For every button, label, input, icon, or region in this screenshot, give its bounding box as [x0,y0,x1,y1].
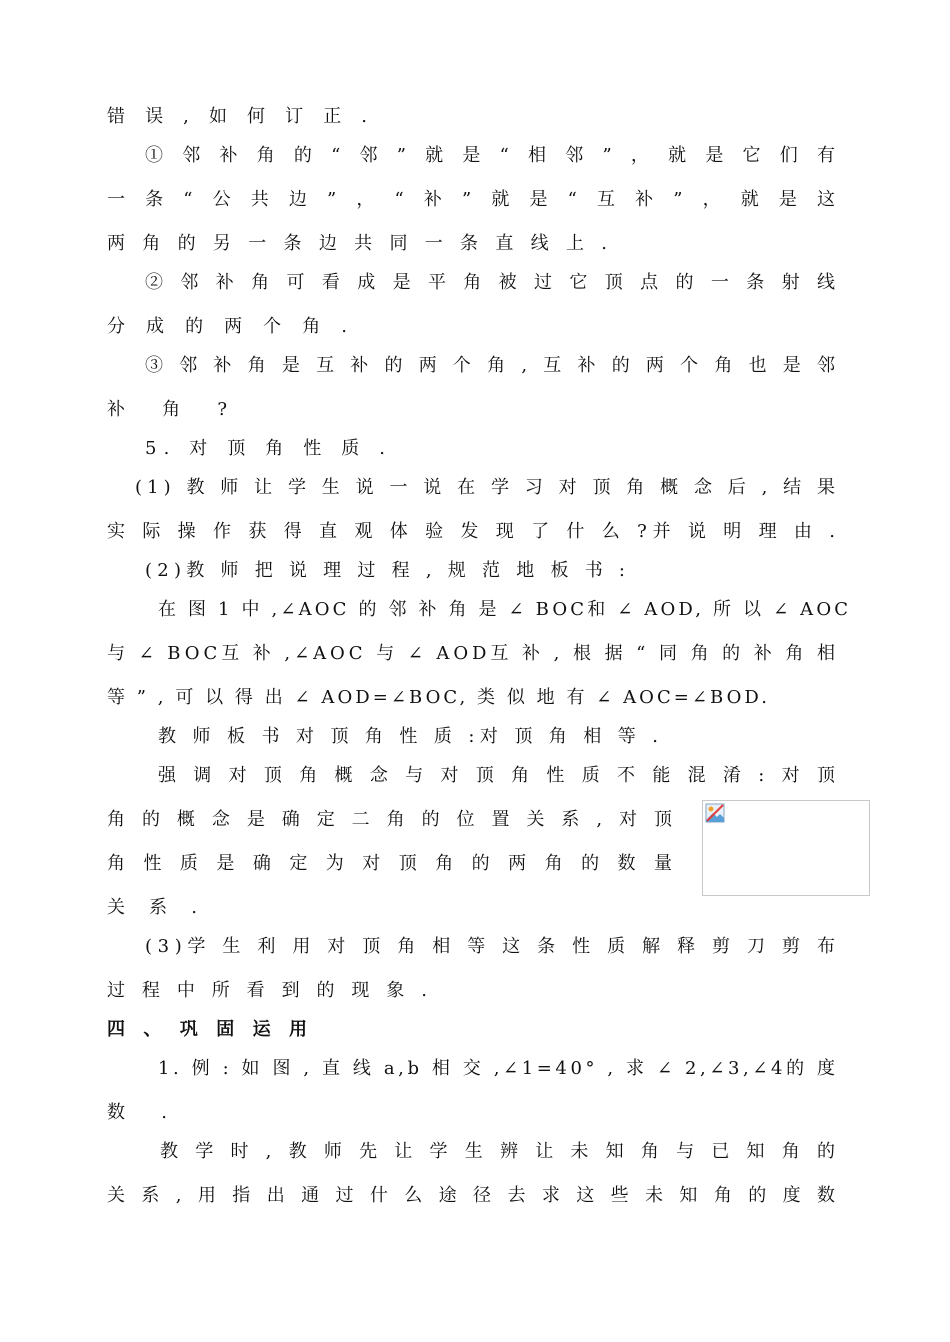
text-line-5: ② 邻 补 角 可 看 成 是 平 角 被 过 它 顶 点 的 一 条 射 线 [145,272,841,293]
text-line-20: 关 系 . [107,897,207,918]
text-line-17: 强 调 对 顶 角 概 念 与 对 顶 角 性 质 不 能 混 淆 : 对 顶 [158,765,841,786]
text-line-7: ③ 邻 补 角 是 互 补 的 两 个 角 , 互 补 的 两 个 角 也 是 邻 [145,355,841,376]
text-line-13: 在 图 1 中 ,∠AOC 的 邻 补 角 是 ∠ BOC和 ∠ AOD, 所 以 ∠ AOC [158,599,852,620]
text-line-4: 两 角 的 另 一 条 边 共 同 一 条 直 线 上 . [107,233,613,254]
text-line-26: 教 学 时 , 教 师 先 让 学 生 辨 让 未 知 角 与 已 知 角 的 [160,1141,841,1162]
text-line-2: ① 邻 补 角 的 “ 邻 ” 就 是 “ 相 邻 ” ， 就 是 它 们 有 [145,145,842,166]
text-line-3: 一 条 “ 公 共 边 ” ， “ 补 ” 就 是 “ 互 补 ” ， 就 是 这 [107,189,843,210]
text-line-14: 与 ∠ BOC互 补 ,∠AOC 与 ∠ AOD互 补 , 根 据 “ 同 角 的 补 角 相 [107,643,839,664]
text-line-21: (3)学 生 利 用 对 顶 角 相 等 这 条 性 质 解 释 剪 刀 剪 布 [145,936,841,957]
text-line-18: 角 的 概 念 是 确 定 二 角 的 位 置 关 系 , 对 顶 [107,809,678,830]
text-line-22: 过 程 中 所 看 到 的 现 象 . [107,980,433,1001]
text-line-24: 1. 例 : 如 图 , 直 线 a,b 相 交 ,∠1=40° , 求 ∠ 2,∠3,∠4的 度 [158,1058,839,1079]
text-line-27: 关 系 , 用 指 出 通 过 什 么 途 径 去 求 这 些 未 知 角 的 度 数 [107,1185,841,1206]
text-line-11: 实 际 操 作 获 得 直 观 体 验 发 现 了 什 么 ?并 说 明 理 由 . [107,521,841,542]
text-line-9: 5. 对 顶 角 性 质 . [145,438,393,459]
text-line-10: (1) 教 师 让 学 生 说 一 说 在 学 习 对 顶 角 概 念 后 , 结 果 [135,477,841,498]
text-line-6: 分 成 的 两 个 角 . [107,316,355,337]
text-line-8: 补 角 ? [107,399,243,420]
section-heading: 四 、 巩 固 运 用 [107,1019,314,1040]
text-line-15: 等 ” , 可 以 得 出 ∠ AOD=∠BOC, 类 似 地 有 ∠ AOC=∠BOD. [107,687,771,708]
text-line-19: 角 性 质 是 确 定 为 对 顶 角 的 两 角 的 数 量 [107,853,679,874]
text-line-1: 错 误 , 如 何 订 正 . [107,106,375,127]
text-line-16: 教 师 板 书 对 顶 角 性 质 :对 顶 角 相 等 . [158,726,664,747]
text-line-12: (2)教 师 把 说 理 过 程 , 规 范 地 板 书 : [145,560,631,581]
broken-image-icon [705,803,725,823]
figure-placeholder [702,800,870,896]
text-line-25: 数 . [107,1102,183,1123]
